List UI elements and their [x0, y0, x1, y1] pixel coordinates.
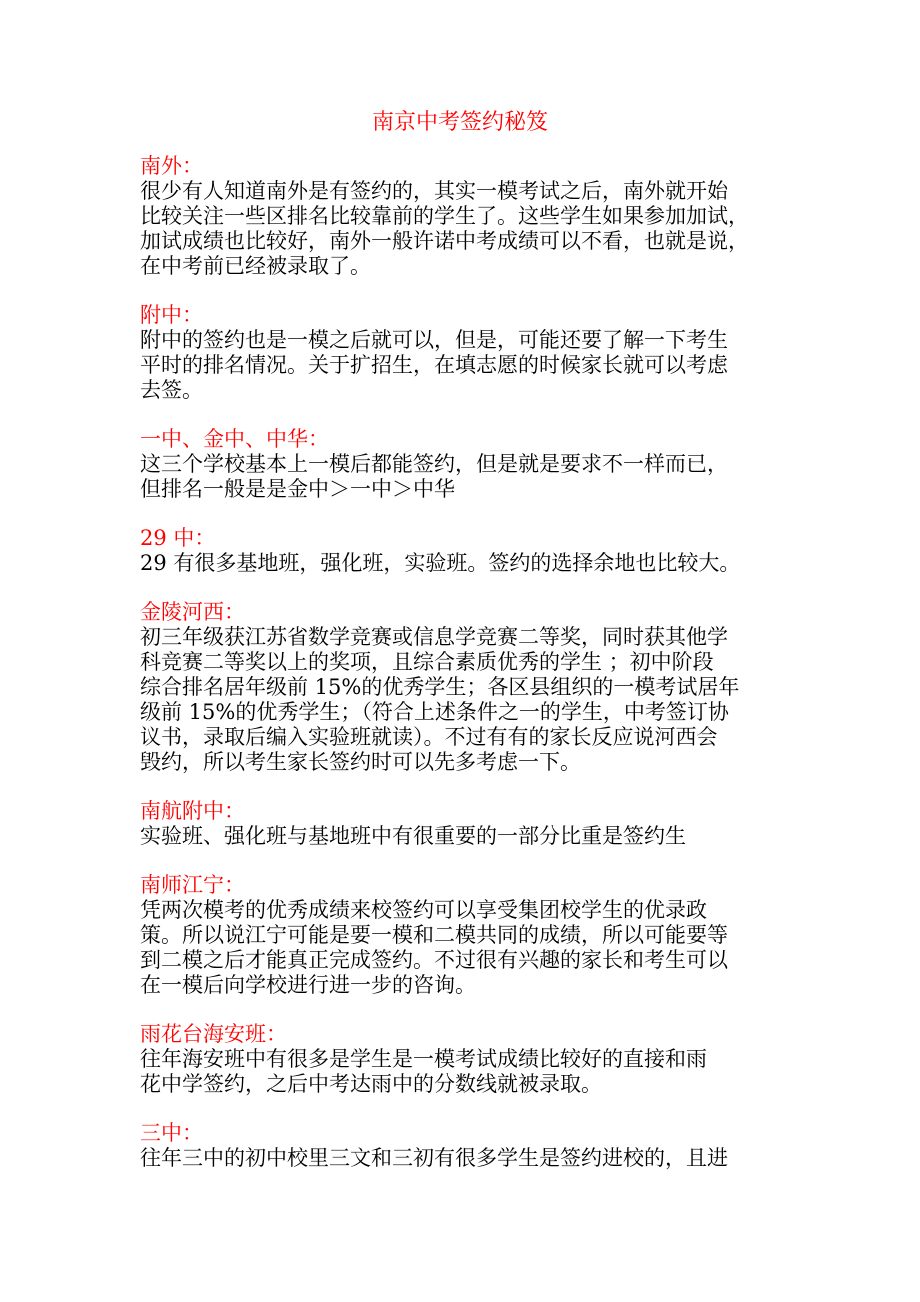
paragraph-line: 凭两次模考的优秀成绩来校签约可以享受集团校学生的优录政: [140, 898, 707, 922]
paragraph-line: 往年海安班中有很多是学生是一模考试成绩比较好的直接和雨: [140, 1047, 707, 1071]
paragraph-line: 29 有很多基地班，强化班，实验班。签约的选择余地也比较大。: [140, 551, 741, 575]
paragraph-line: 议书，录取后编入实验班就读）。不过有有的家长反应说河西会: [140, 725, 718, 749]
page-title: 南京中考签约秘笈: [371, 110, 548, 135]
section-heading: 南外：: [140, 154, 203, 178]
paragraph-line: 级前 15%的优秀学生；（符合上述条件之一的学生，中考签订协: [140, 700, 729, 724]
section-heading: 南航附中：: [140, 799, 245, 823]
section-heading: 雨花台海安班：: [140, 1022, 287, 1046]
section-nanhang-fuzhong: [140, 799, 790, 849]
paragraph-line: 科竞赛二等奖以上的奖项，且综合素质优秀的学生 ；初中阶段: [140, 650, 714, 674]
paragraph-line: 平时的排名情况。关于扩招生，在填志愿的时候家长就可以考虑: [140, 353, 728, 377]
section-29-zhong: [140, 526, 790, 576]
paragraph-line: 策。所以说江宁可能是要一模和二模共同的成绩，所以可能要等: [140, 923, 728, 947]
paragraph-line: 加试成绩也比较好，南外一般许诺中考成绩可以不看，也就是说，: [140, 229, 749, 253]
section-fuzhong: [140, 303, 790, 403]
section-jinling-hexi: [140, 600, 790, 775]
paragraph-line: 初三年级获江苏省数学竞赛或信息学竞赛二等奖，同时获其他学: [140, 625, 728, 649]
paragraph-line: 在中考前已经被录取了。: [140, 254, 371, 278]
paragraph-line: 毁约，所以考生家长签约时可以先多考虑一下。: [140, 750, 581, 774]
paragraph-line: 比较关注一些区排名比较靠前的学生了。这些学生如果参加加试，: [140, 204, 749, 228]
section-sanzhong: [140, 1121, 790, 1171]
section-heading: 29 中：: [140, 526, 216, 550]
paragraph-line: 附中的签约也是一模之后就可以，但是，可能还要了解一下考生: [140, 328, 728, 352]
section-nanshi-jiangning: [140, 873, 790, 998]
section-yuhuatai-haian: [140, 1022, 790, 1097]
section-heading: 一中、金中、中华：: [140, 427, 329, 451]
paragraph-line: 花中学签约，之后中考达雨中的分数线就被录取。: [140, 1072, 602, 1096]
paragraph-line: 这三个学校基本上一模后都能签约，但是就是要求不一样而已，: [140, 452, 728, 476]
paragraph-line: 往年三中的初中校里三文和三初有很多学生是签约进校的，且进: [140, 1146, 728, 1170]
section-yizhong-jinzhong-zhonghua: [140, 427, 790, 502]
paragraph-line: 去签。: [140, 378, 203, 402]
section-heading: 三中：: [140, 1121, 203, 1145]
paragraph-line: 实验班、强化班与基地班中有很重要的一部分比重是签约生: [140, 824, 686, 848]
section-nanwai: [140, 154, 790, 279]
section-heading: 南师江宁：: [140, 873, 245, 897]
paragraph-line: 综合排名居年级前 15%的优秀学生；各区县组织的一模考试居年: [140, 675, 740, 699]
paragraph-line: 但排名一般是是金中＞一中＞中华: [140, 477, 455, 501]
paragraph-line: 到二模之后才能真正完成签约。不过很有兴趣的家长和考生可以: [140, 948, 728, 972]
section-heading: 附中：: [140, 303, 203, 327]
paragraph-line: 很少有人知道南外是有签约的，其实一模考试之后，南外就开始: [140, 179, 728, 203]
paragraph-line: 在一模后向学校进行进一步的咨询。: [140, 973, 476, 997]
section-heading: 金陵河西：: [140, 600, 245, 624]
document-body: [140, 154, 790, 1195]
